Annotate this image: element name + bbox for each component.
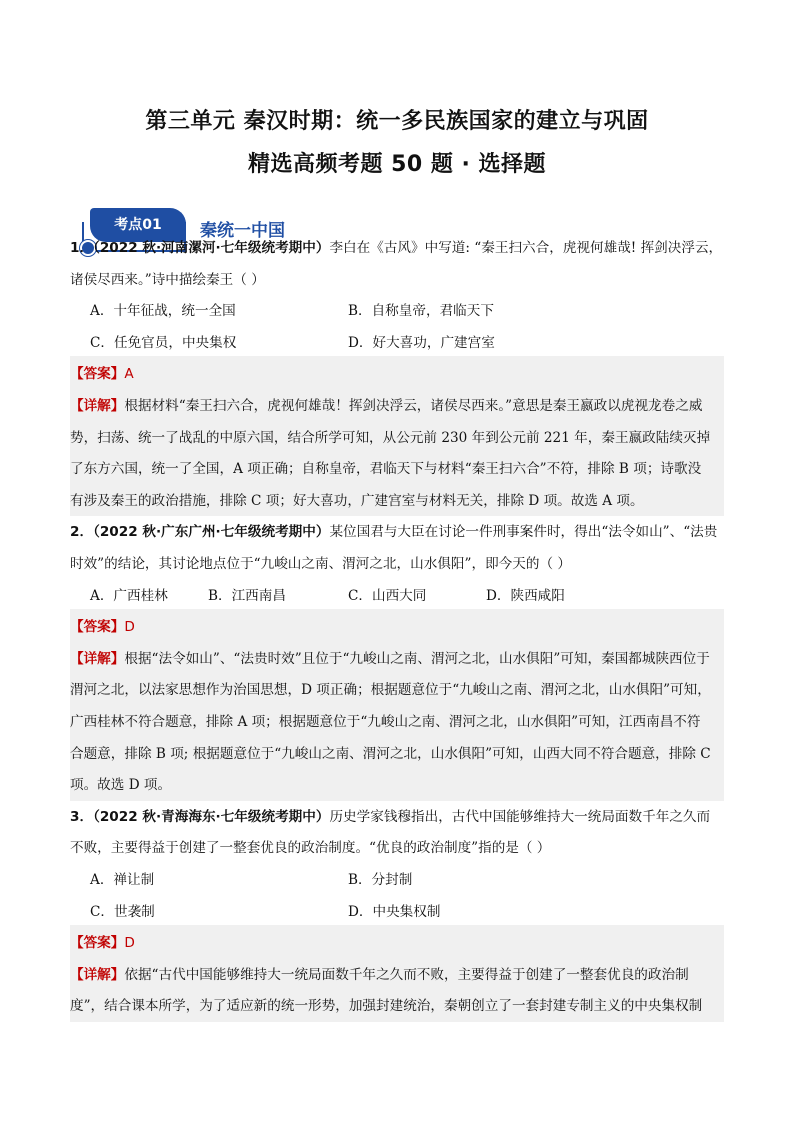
- question-stem-line: [70, 836, 550, 856]
- answer-value: D: [124, 619, 135, 636]
- detail-line: [70, 963, 689, 983]
- question-source: 2．（2022 秋·广东广州·七年级统考期中）: [70, 524, 330, 541]
- question-text: 不败，主要得益于创建了一整套优良的政治制度。“优良的政治制度”指的是（ ）: [70, 840, 551, 857]
- detail-text: 渭河之北，以法家思想作为治国思想，D 项正确；根据题意位于“九峻山之南、渭河之北，山水俱阳”可知，: [70, 682, 711, 699]
- question-source: 1．（2022 秋·河南漯河·七年级统考期中）: [70, 240, 330, 256]
- question-text: 时效”的结论，其讨论地点位于“九峻山之南、渭河之北，山水俱阳”，即今天的（ ）: [70, 556, 571, 572]
- answer-value: D: [124, 935, 135, 952]
- detail-text: 根据“法令如山”、“法贵时效”且位于“九峻山之南、渭河之北，山水俱阳”可知，秦国都城陕西位于: [124, 650, 710, 667]
- question-text: 李白在《古风》中写道: “秦王扫六合，虎视何雄哉! 挥剑决浮云，: [329, 240, 723, 256]
- detail-label: 【详解】: [70, 650, 125, 667]
- detail-line: [70, 678, 711, 698]
- answer-line: [70, 362, 134, 382]
- answer-label: 【答案】: [70, 619, 125, 636]
- detail-text: 势，扫荡、统一了战乱的中原六国，结合所学可知，从公元前 230 年到公元前 221 年，秦王嬴政陆续灭掉: [70, 429, 711, 446]
- detail-line: [70, 457, 701, 477]
- detail-line: [70, 773, 171, 793]
- question-stem-line: [70, 236, 722, 256]
- answer-option: A．禅让制: [90, 872, 155, 888]
- answer-option: C．任免官员，中央集权: [90, 334, 237, 351]
- answer-option: C．世袭制: [90, 903, 155, 920]
- detail-text: 广西桂林不符合题意，排除 A 项；根据题意位于“九峻山之南、渭河之北，山水俱阳”可知，江西南昌不符: [70, 714, 701, 730]
- answer-line: [70, 615, 135, 635]
- kaodian-badge: 考点01: [90, 208, 186, 242]
- detail-line: [70, 647, 710, 667]
- answer-option: A．十年征战，统一全国: [90, 303, 236, 320]
- detail-label: 【详解】: [70, 398, 125, 414]
- detail-line: [70, 994, 702, 1014]
- answer-label: 【答案】: [70, 366, 125, 383]
- detail-text: 项。故选 D 项。: [70, 777, 172, 794]
- question-text: 历史学家钱穆指出，古代中国能够维持大一统局面数千年之久而: [329, 808, 711, 825]
- unit-title: 第三单元 秦汉时期：统一多民族国家的建立与巩固: [145, 109, 649, 134]
- question-stem-line: [70, 520, 717, 540]
- detail-text: 根据材料“秦王扫六合，虎视何雄哉！挥剑决浮云，诸侯尽西来。”意思是秦王嬴政以虎视龙卷之威: [124, 398, 703, 414]
- detail-text: 合题意，排除 B 项; 根据题意位于“九峻山之南、渭河之北，山水俱阳”可知，山西大同不符合题意，排除 C: [70, 745, 711, 762]
- detail-line: [70, 710, 700, 730]
- detail-line: [70, 489, 644, 509]
- answer-line: [70, 931, 135, 951]
- answer-block: [70, 609, 724, 801]
- detail-text: 有涉及秦王的政治措施，排除 C 项；好大喜功，广建宫室与材料无关，排除 D 项。故选 A 项。: [70, 492, 644, 509]
- detail-text: 了东方六国，统一了全国，A 项正确；自称皇帝，君临天下与材料“秦王扫六合”不符，排除 B 项；诗歌没: [70, 461, 702, 478]
- detail-line: [70, 426, 710, 446]
- answer-option: A．广西桂林: [90, 587, 168, 604]
- answer-option: D．中央集权制: [348, 903, 441, 920]
- answer-option: D．好大喜功，广建宫室: [348, 334, 495, 351]
- answer-option: B．分封制: [348, 872, 413, 888]
- question-stem-line: [70, 552, 571, 572]
- answer-option: B．江西南昌: [208, 587, 286, 604]
- kaodian-title: 秦统一中国: [200, 221, 285, 241]
- question-stem-line: [70, 268, 265, 288]
- answer-option: C．山西大同: [348, 587, 427, 604]
- question-stem-line: [70, 805, 710, 825]
- detail-label: 【详解】: [70, 966, 125, 983]
- answer-option: D．陕西咸阳: [486, 587, 565, 604]
- detail-text: 依据“古代中国能够维持大一统局面数千年之久而不败，主要得益于创建了一整套优良的政治制: [124, 966, 689, 983]
- detail-text: 度”，结合课本所学，为了适应新的统一形势，加强封建统治，秦朝创立了一套封建专制主义的中央集权制: [70, 998, 703, 1015]
- question-text: 诸侯尽西来。”诗中描绘秦王（ ）: [70, 271, 265, 288]
- sub-title: 精选高频考题 50 题 · 选择题: [247, 152, 547, 177]
- answer-option: B．自称皇帝，君临天下: [348, 303, 494, 320]
- question-text: 某位国君与大臣在讨论一件刑事案件时，得出“法令如山”、“法贵: [329, 524, 718, 541]
- answer-label: 【答案】: [70, 935, 125, 952]
- detail-line: [70, 742, 711, 762]
- question-source: 3．（2022 秋·青海海东·七年级统考期中）: [70, 808, 330, 825]
- answer-value: A: [124, 366, 134, 383]
- detail-line: [70, 394, 702, 414]
